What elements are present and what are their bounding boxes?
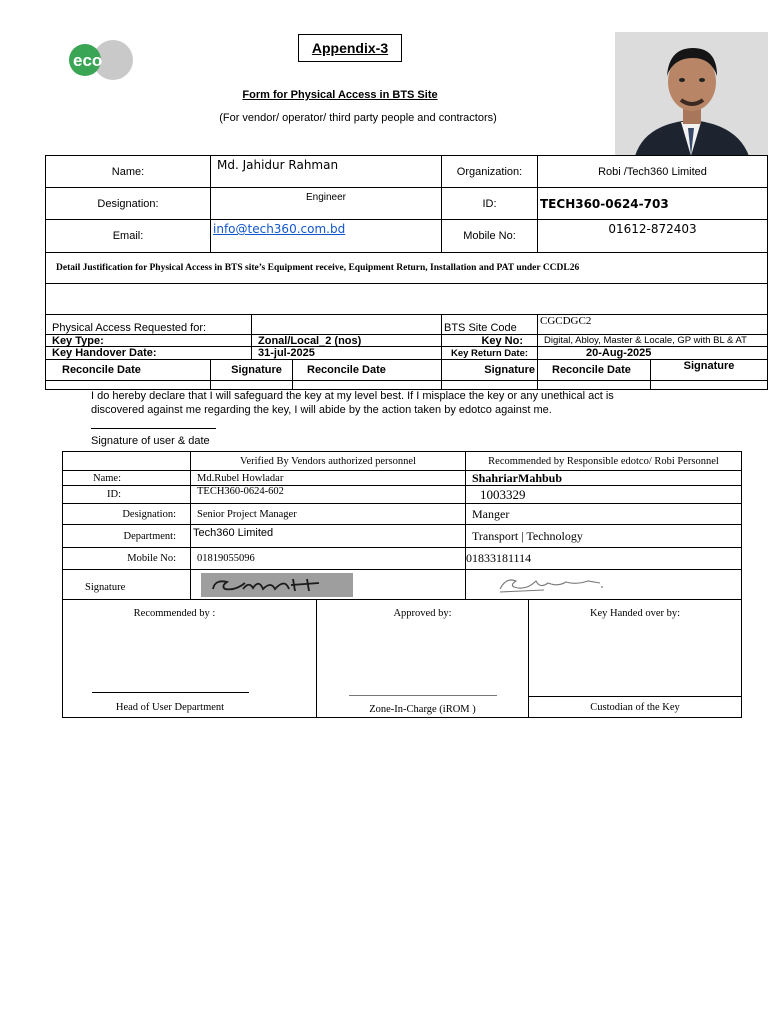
head-of-department-signature-line (92, 692, 249, 693)
verification-name-label: Name: (62, 470, 191, 486)
reconcile-date-header-3: Reconcile Date (537, 359, 651, 381)
key-no-label: Key No: (441, 334, 538, 347)
key-handed-over-by-cell: Key Handed over by: (528, 599, 742, 697)
reconcile-blank-3 (537, 380, 651, 390)
reconcile-blank-2 (292, 380, 442, 390)
form-title: Form for Physical Access in BTS Site (242, 89, 438, 101)
site-code-value: CGCDGC2 (537, 314, 768, 335)
email-value[interactable] (210, 219, 442, 253)
name-value: Md. Jahidur Rahman (210, 155, 442, 188)
robi-mobile-value: 01833181114 (465, 547, 742, 570)
appendix-label: Appendix-3 (298, 34, 402, 62)
handover-date-label: Key Handover Date: (45, 346, 252, 360)
id-value: TECH360-0624-703 (537, 187, 768, 220)
robi-name-value: ShahriarMahbub (465, 470, 742, 486)
email-label: Email: (45, 219, 211, 253)
robi-id-value: 1003329 (465, 485, 742, 504)
robi-signature-cell (465, 569, 742, 600)
vendor-designation-value: Senior Project Manager (190, 503, 466, 525)
access-requested-label: Physical Access Requested for: (45, 314, 252, 335)
designation-label: Designation: (45, 187, 211, 220)
key-type-label: Key Type: (45, 334, 252, 347)
handover-date-value: 31-jul-2025 (251, 346, 442, 360)
organization-label: Organization: (441, 155, 538, 188)
zone-in-charge-signature-line (349, 695, 497, 696)
vendor-signature-image (201, 573, 353, 597)
declaration-line-2: discovered against me regarding the key, I will abide by the action taken by edotco against me. (91, 404, 552, 416)
robi-department-value: Transport | Technology (465, 524, 742, 548)
user-signature-line (91, 428, 216, 429)
signature-blank-2 (441, 380, 538, 390)
declaration-line-1: I do hereby declare that I will safeguard the key at my level best. If I misplace the key or any unethical act is (91, 390, 614, 402)
designation-value: Engineer (210, 187, 442, 220)
vendor-name-value: Md.Rubel Howladar (190, 470, 466, 486)
recommended-by-cell: Recommended by : (62, 599, 317, 718)
user-signature-caption: Signature of user & date (91, 435, 210, 447)
applicant-photo (615, 32, 768, 156)
site-code-label: BTS Site Code (441, 314, 538, 335)
vendor-department-value: Tech360 Limited (190, 524, 466, 548)
verification-designation-label: Designation: (62, 503, 191, 525)
reconcile-date-header-2: Reconcile Date (292, 359, 442, 381)
logo-text: eco (73, 51, 103, 70)
head-of-user-department-label: Head of User Department (115, 702, 225, 713)
id-label: ID: (441, 187, 538, 220)
return-date-label: Key Return Date: (441, 346, 538, 360)
organization-value: Robi /Tech360 Limited (537, 155, 768, 188)
reconcile-blank-1 (45, 380, 211, 390)
justification-text: Detail Justification for Physical Access in BTS site’s Equipment receive, Equipment Return, Installation and PAT under CCDL26 (45, 252, 768, 284)
mobile-label: Mobile No: (441, 219, 538, 253)
access-requested-value (251, 314, 442, 335)
signature-header-1: Signature (210, 359, 293, 381)
form-subtitle: (For vendor/ operator/ third party people and contractors) (219, 112, 497, 124)
verification-id-label: ID: (62, 485, 191, 504)
signature-header-2: Signature (441, 359, 538, 381)
verification-department-label: Department: (62, 524, 191, 548)
signature-blank-3 (650, 380, 768, 390)
verification-blank-header (62, 451, 191, 471)
edotco-logo (66, 38, 134, 82)
vendor-id-value: TECH360-0624-602 (190, 485, 466, 504)
vendor-verification-header: Verified By Vendors authorized personnel (190, 451, 466, 471)
return-date-value: 20-Aug-2025 (537, 346, 768, 360)
signature-header-3: Signature (650, 359, 768, 381)
reconcile-date-header-1: Reconcile Date (45, 359, 211, 381)
robi-designation-value: Manger (465, 503, 742, 525)
signature-blank-1 (210, 380, 293, 390)
justification-blank (45, 283, 768, 315)
name-label: Name: (45, 155, 211, 188)
email-link[interactable]: info@tech360.com.bd (213, 222, 346, 236)
key-type-value: Zonal/Local_2 (nos) (251, 334, 442, 347)
zone-in-charge-label: Zone-In-Charge (iROM ) (369, 704, 476, 715)
vendor-mobile-value: 01819055096 (190, 547, 466, 570)
vendor-signature-cell (190, 569, 466, 600)
robi-recommendation-header: Recommended by Responsible edotco/ Robi Personnel (465, 451, 742, 471)
mobile-value: 01612-872403 (537, 219, 768, 253)
robi-signature-image (496, 573, 606, 595)
verification-signature-label: Signature (62, 569, 191, 600)
verification-mobile-label: Mobile No: (62, 547, 191, 570)
key-no-value: Digital, Abloy, Master & Locale, GP with BL & AT (537, 334, 768, 347)
custodian-of-key-label: Custodian of the Key (528, 696, 742, 718)
approved-by-cell: Approved by: (316, 599, 529, 718)
